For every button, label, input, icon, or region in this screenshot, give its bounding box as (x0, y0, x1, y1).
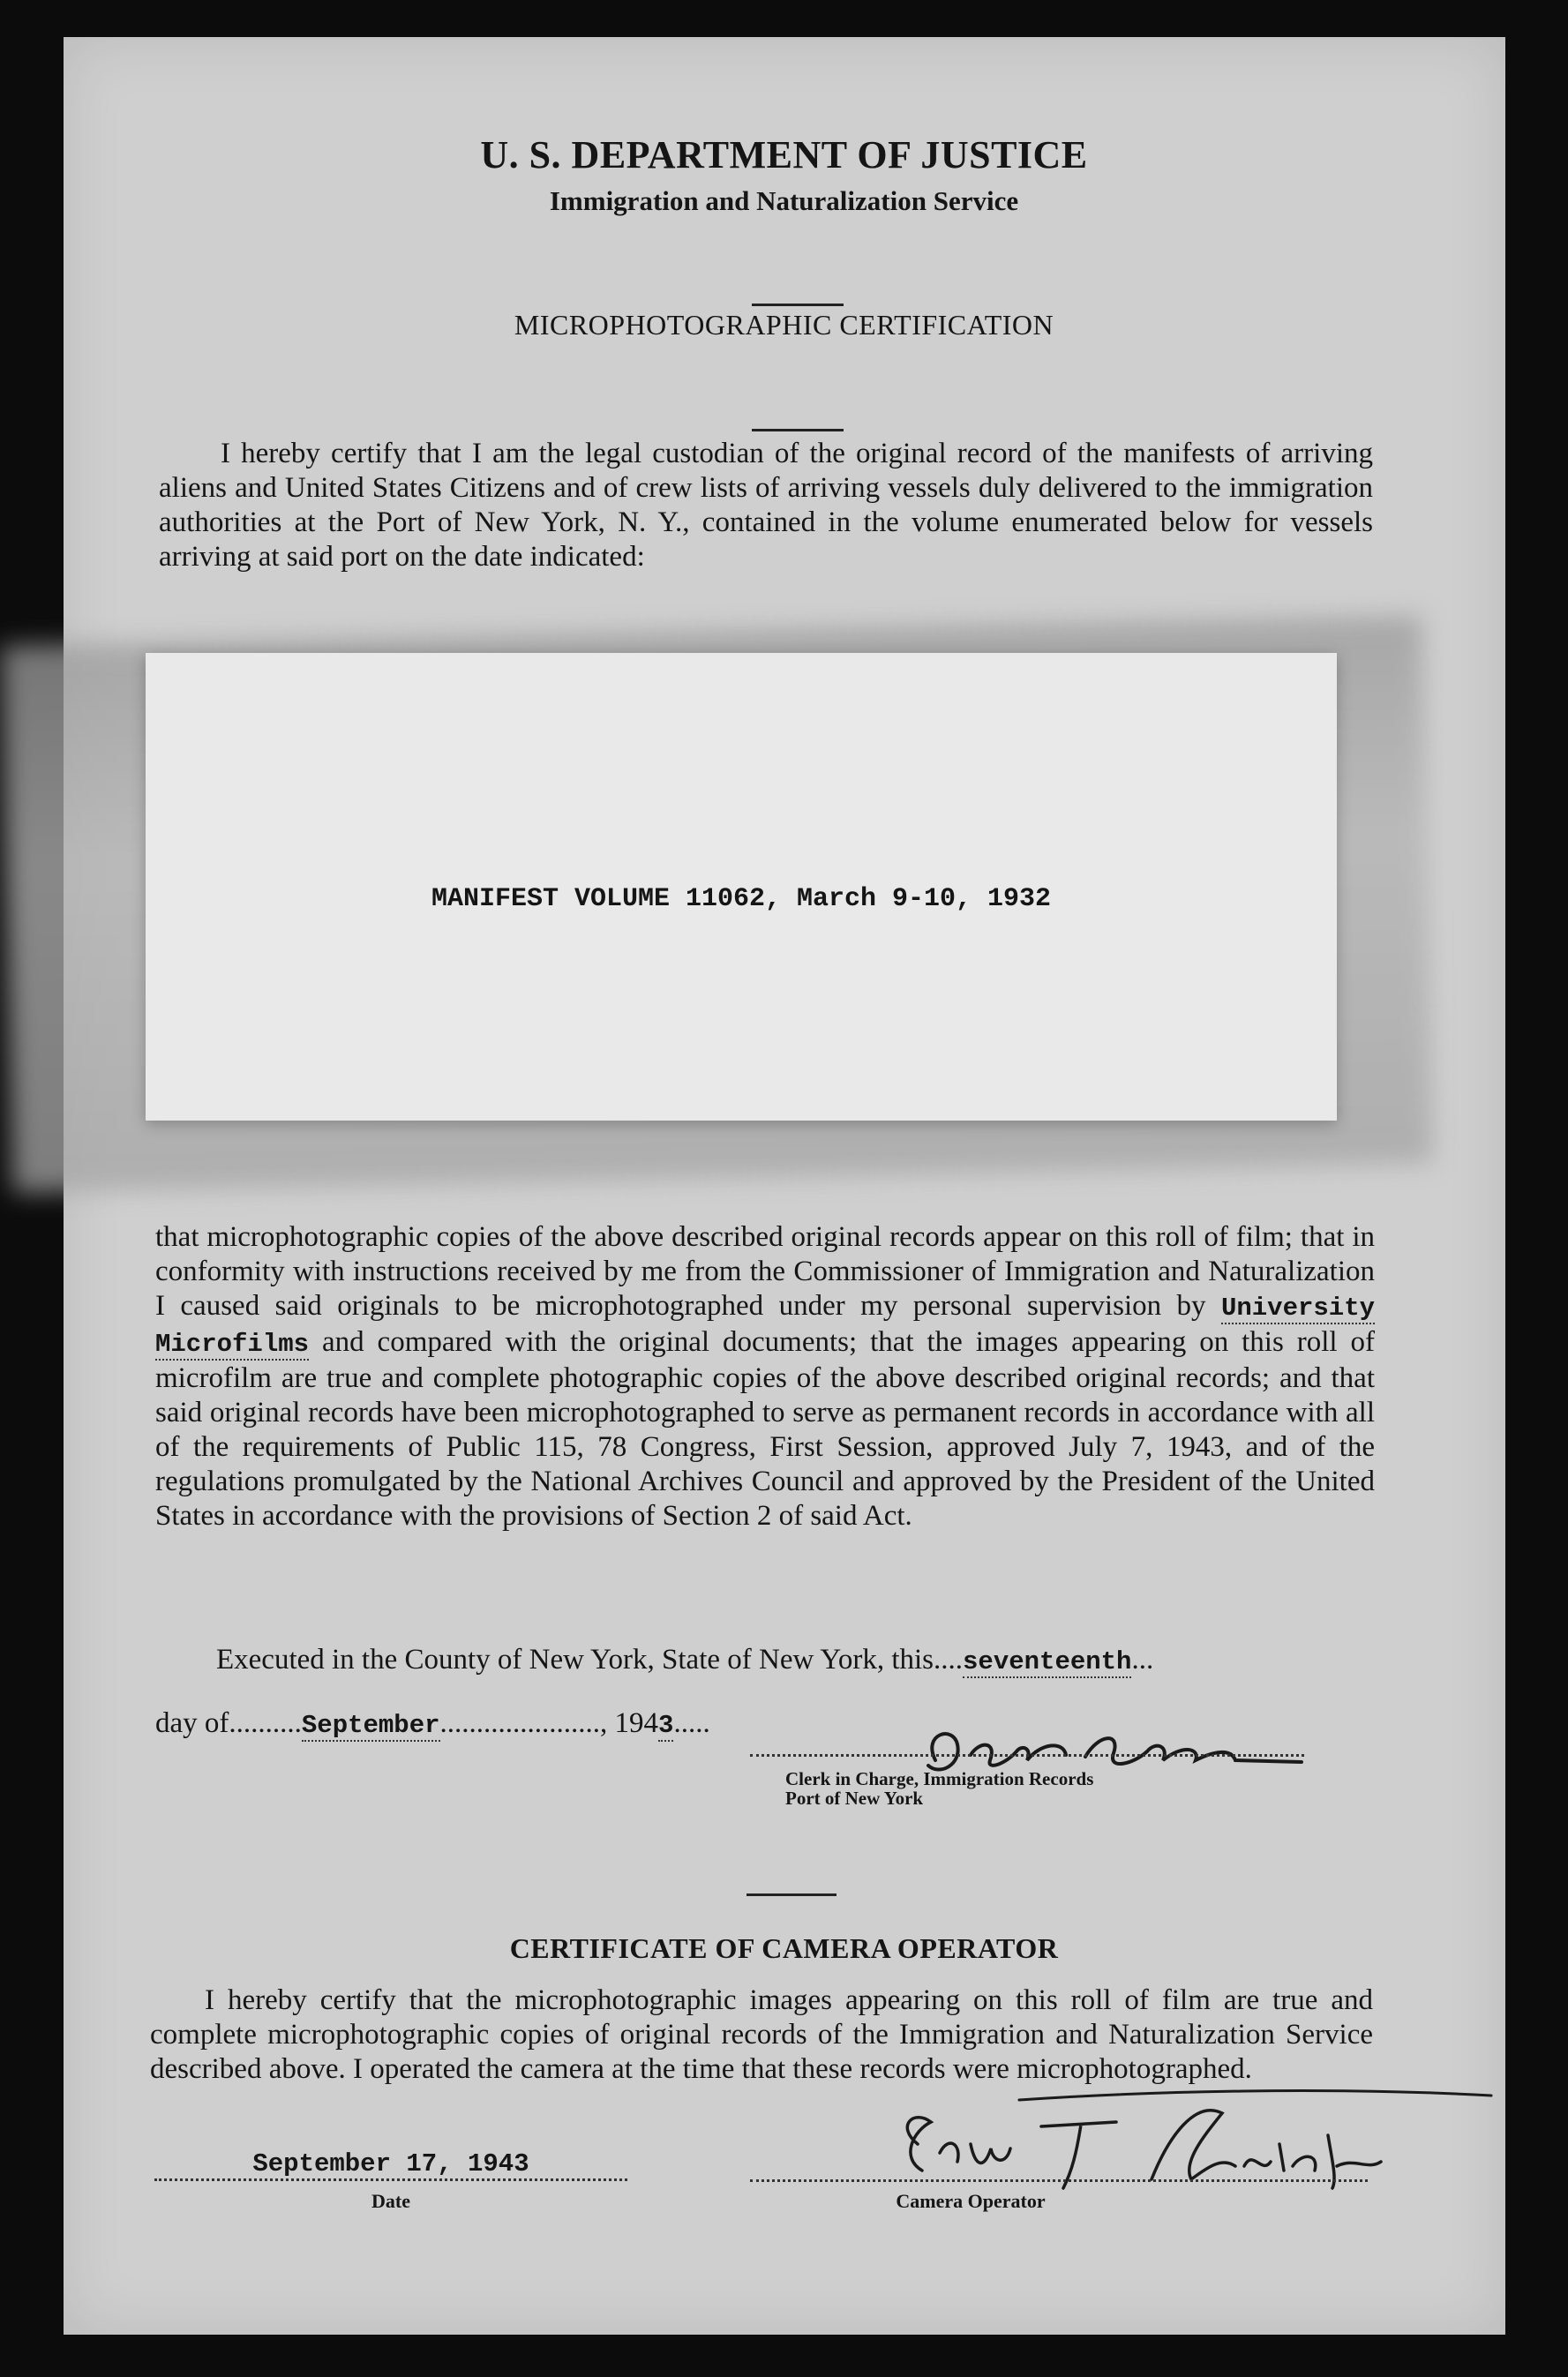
body-text-after: and compared with the original documents; that the images appearing on this roll of microfilm are true and complete photographic copies of the above described original records; and that said original records have been microphotographed to serve as permanent records in accordance with all of the requirements of Public 115, 78 Congress, First Session, approved July 7, 1943, and of the regulations promulgated by the National Archives Council and approved by the President of the United States in accordance with the provisions of Section 2 of said Act. (155, 1326, 1375, 1532)
certification-title: MICROPHOTOGRAPHIC CERTIFICATION (514, 309, 1054, 341)
clerk-signature-line (750, 1754, 1304, 1757)
clerk-title (785, 1769, 1093, 1808)
operator-certificate-text: I hereby certify that the microphotographic images appearing on this roll of film are true and complete microphotographic copies of original records of the Immigration and Naturalization Service described above. I operated the camera at the time that these records were microphotographed. (150, 1984, 1373, 2085)
year-prefix: , 194 (600, 1707, 659, 1739)
body-text-before: that microphotographic copies of the above described original records appear on this roll of film; that in conformity with instructions received by me from the Commissioner of Immigration and Naturalization I caused said originals to be microphotographed under my personal supervision by (155, 1221, 1375, 1322)
agency-heading: U. S. DEPARTMENT OF JUSTICE (480, 133, 1088, 176)
clerk-title-line2: Port of New York (785, 1788, 924, 1809)
operator-signature (887, 2082, 1496, 2206)
operator-date-field: September 17, 1943 (154, 2149, 627, 2181)
section-divider (746, 1893, 837, 1896)
executed-month-field: September (301, 1711, 440, 1740)
header-divider-top (752, 304, 844, 306)
volume-card-text: MANIFEST VOLUME 11062, March 9-10, 1932 (431, 884, 1052, 914)
supervisor-field: University Microfilms (155, 1293, 1375, 1359)
operator-label: Camera Operator (896, 2190, 1046, 2212)
certification-body (155, 1220, 1375, 1533)
executed-line: Executed in the County of New York, State of New York, this....seventeenth... (216, 1644, 1154, 1676)
day-prefix: day of (155, 1707, 229, 1739)
executed-day-field: seventeenth (963, 1647, 1132, 1676)
operator-signature-line (750, 2179, 1368, 2182)
volume-card (146, 653, 1337, 1121)
year-digit-field: 3 (658, 1711, 674, 1740)
header-divider-bottom (752, 429, 844, 431)
day-line: day of..........September......................, 1943..... (155, 1707, 710, 1740)
operator-certificate-title: CERTIFICATE OF CAMERA OPERATOR (509, 1932, 1059, 1964)
executed-prefix: Executed in the County of New York, State of New York, this (216, 1644, 934, 1676)
certification-intro: I hereby certify that I am the legal custodian of the original record of the manifests of arriving aliens and United States Citizens and of crew lists of arriving vessels duly delivered to the immigration authorities at the Port of New York, N. Y., contained in the volume enumerated below for vessels arriving at said port on the date indicated: (159, 438, 1373, 573)
subagency-heading: Immigration and Naturalization Service (549, 185, 1019, 216)
operator-date-label: Date (371, 2190, 410, 2212)
clerk-title-line1: Clerk in Charge, Immigration Records (785, 1768, 1094, 1789)
